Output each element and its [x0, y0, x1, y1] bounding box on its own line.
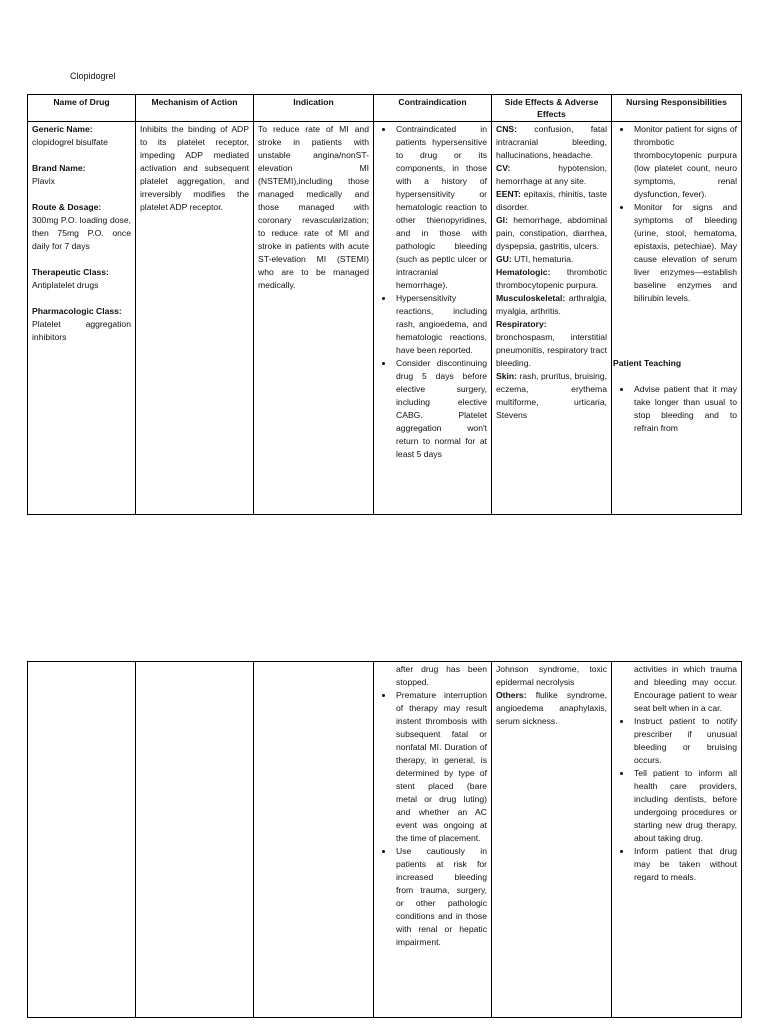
side-effect-text: thrombotic thrombocytopenic purpura. — [496, 267, 607, 290]
brand-name: Plavix — [32, 176, 55, 186]
side-effect-text: epitaxis, rhinitis, taste disorder. — [496, 189, 608, 212]
route-dosage-label: Route & Dosage: — [32, 202, 102, 212]
nursing-cell — [612, 122, 742, 515]
indication-cell — [254, 662, 374, 1018]
teaching-list — [616, 715, 737, 884]
contraindication-continuation: after drug has been stopped. — [396, 664, 487, 687]
list-item: • Instruct patient to notify prescriber if unusual bleeding or bruising occurs. — [632, 715, 737, 767]
side-effect-text: confusion, fatal intracranial bleeding, hallucinations, headache. — [496, 124, 607, 160]
list-item: • Consider discontinuing drug 5 days before elective surgery, including elective CABG. Platelet aggregation won't return to normal for at least 5 days — [394, 357, 487, 461]
drug-table-page-1 — [27, 94, 742, 515]
side-effect-text: rash, pruritus, bruising, eczema, erythema multiforme, urticaria, Stevens — [496, 371, 607, 420]
pharmacologic-class-label: Pharmacologic Class: — [32, 306, 122, 316]
side-effect-text: arthralgia, myalgia, arthritis. — [496, 293, 607, 316]
list-item: • Tell patient to inform all health care providers, including dentists, before undergoing procedures or starting new drug therapy, about taking drug. — [632, 767, 737, 845]
side-effect-label: CV: — [496, 163, 511, 173]
header-name-of-drug: Name of Drug — [28, 95, 136, 122]
side-effect-label: Hematologic: — [496, 267, 551, 277]
list-item: • Inform patient that drug may be taken without regard to meals. — [632, 845, 737, 884]
side-effect-continuation: Johnson syndrome, toxic epidermal necrolysis — [496, 664, 607, 687]
route-dosage: 300mg P.O. loading dose, then 75mg P.O. once daily for 7 days — [32, 215, 131, 251]
side-effect-label: Respiratory: — [496, 319, 547, 329]
generic-name: clopidogrel bisulfate — [32, 137, 108, 147]
header-side-effects: Side Effects & Adverse Effects — [492, 95, 612, 122]
nursing-cell — [612, 662, 742, 1018]
pharmacologic-class: Platelet aggregation inhibitors — [32, 319, 131, 342]
teaching-continuation: activities in which trauma and bleeding may occur. Encourage patient to wear seat belt when in a car. — [634, 664, 737, 713]
indication-cell — [254, 122, 374, 515]
generic-name-label: Generic Name: — [32, 124, 93, 134]
side-effect-label: Skin: — [496, 371, 518, 381]
side-effect-label: EENT: — [496, 189, 521, 199]
header-mechanism: Mechanism of Action — [136, 95, 254, 122]
indication-text: To reduce rate of MI and stroke in patients with unstable angina/nonST-elevation MI (NSTEMI),including those managed medically and those managed with coronary revascularization; to reduce rate of MI and stroke in patients with acute ST-elevation MI (STEMI) who are to be managed medically. — [258, 124, 369, 290]
side-effect-text: bronchospasm, interstitial pneumonitis, respiratory tract bleeding. — [496, 332, 607, 368]
brand-name-label: Brand Name: — [32, 163, 86, 173]
document-title: Clopidogrel — [70, 71, 116, 81]
side-effect-label: GU: — [496, 254, 512, 264]
list-item: • Hypersensitivity reactions, including rash, angioedema, and hematologic reactions, have been reported. — [394, 292, 487, 357]
side-effect-label: CNS: — [496, 124, 518, 134]
mechanism-text: Inhibits the binding of ADP to its platelet receptor, impeding ADP mediated activation and subsequent platelet aggregation, and irreversibly modifies the platelet ADP receptor. — [140, 124, 249, 212]
contraindication-list — [378, 123, 487, 461]
teaching-list — [616, 383, 737, 435]
list-item: • Advise patient that it may take longer than usual to stop bleeding and to refrain from — [632, 383, 737, 435]
table-header-row — [28, 95, 742, 122]
side-effect-text: hypotension, hemorrhage at any site. — [496, 163, 607, 186]
header-indication: Indication — [254, 95, 374, 122]
list-item: • Monitor for signs and symptoms of bleeding (urine, stool, hematoma, epistaxis, petechiae). May cause elevation of serum liver enzymes—establish baseline enzymes and bilirubin levels. — [632, 201, 737, 305]
side-effect-text: UTI, hematuria. — [514, 254, 574, 264]
list-item: • Contraindicated in patients hypersensitive to drug or its components, in those with a history of hypersensitivity or hematologic reaction to other thienopyridines, and in those with pathologic bleeding (such as peptic ulcer or intracranial hemorrhage). — [394, 123, 487, 292]
list-item: • Monitor patient for signs of thrombotic thrombocytopenic purpura (low platelet count, neuro symptoms, renal dysfunction, fever). — [632, 123, 737, 201]
header-nursing: Nursing Responsibilities — [612, 95, 742, 122]
contraindication-list — [378, 689, 487, 949]
table-row — [28, 662, 742, 1018]
name-of-drug-cell — [28, 122, 136, 515]
side-effects-cell — [492, 662, 612, 1018]
mechanism-cell — [136, 662, 254, 1018]
side-effect-label: Others: — [496, 690, 527, 700]
therapeutic-class: Antiplatelet drugs — [32, 280, 99, 290]
patient-teaching-heading: Patient Teaching — [613, 358, 682, 368]
side-effect-label: Musculoskeletal: — [496, 293, 566, 303]
contraindication-cell — [374, 662, 492, 1018]
nursing-list — [616, 123, 737, 305]
drug-table-page-2 — [27, 661, 742, 1018]
side-effect-text: flulike syndrome, angioedema anaphylaxis, serum sickness. — [496, 690, 607, 726]
name-of-drug-cell — [28, 662, 136, 1018]
side-effect-label: GI: — [496, 215, 508, 225]
list-item: • Use cautiously in patients at risk for increased bleeding from trauma, surgery, or other pathologic conditions and in those with renal or hepatic impairment. — [394, 845, 487, 949]
side-effects-cell — [492, 122, 612, 515]
mechanism-cell — [136, 122, 254, 515]
table-row — [28, 122, 742, 515]
header-contraindication: Contraindication — [374, 95, 492, 122]
contraindication-cell — [374, 122, 492, 515]
side-effect-text: hemorrhage, abdominal pain, constipation, diarrhea, dyspepsia, gastritis, ulcers. — [496, 215, 607, 251]
list-item: • Premature interruption of therapy may result instent thrombosis with subsequent fatal or nonfatal MI. Duration of therapy, in general, is determined by type of stent placed (bare metal or drug luting) and whether an AC event was ongoing at the time of placement. — [394, 689, 487, 845]
therapeutic-class-label: Therapeutic Class: — [32, 267, 109, 277]
